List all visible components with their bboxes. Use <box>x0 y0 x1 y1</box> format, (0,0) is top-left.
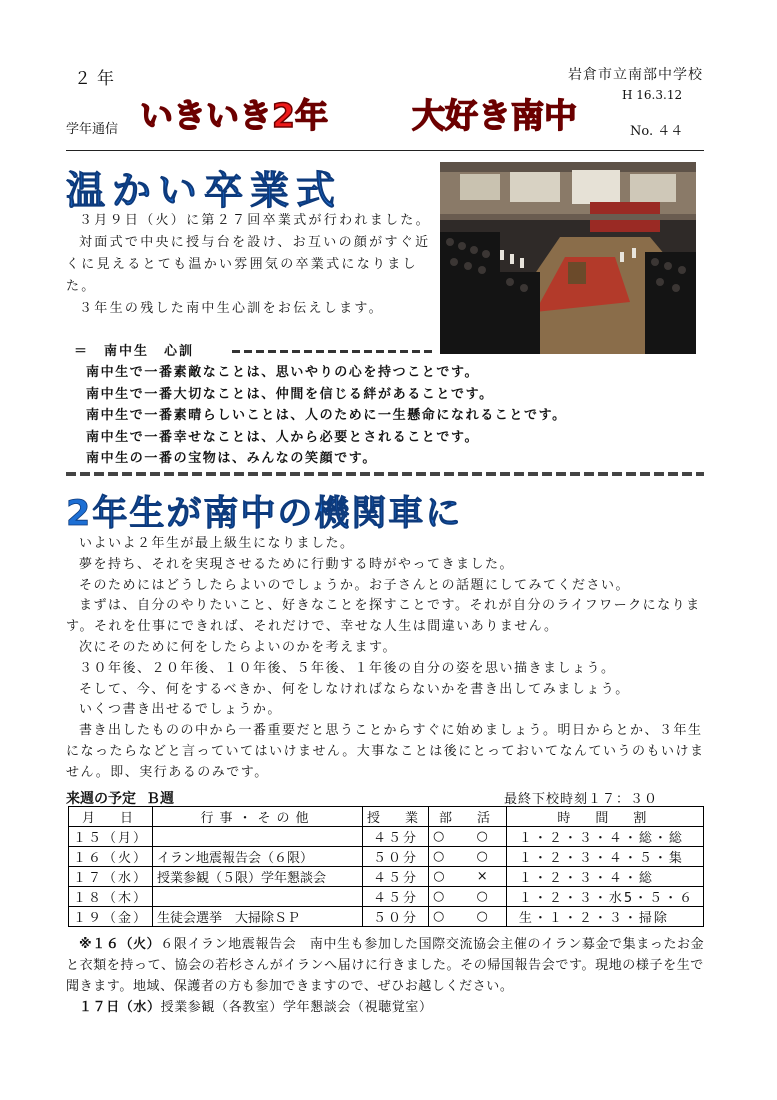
column-header-event: 行事・その他 <box>153 807 363 827</box>
schedule-title <box>66 788 174 808</box>
note-open-class <box>66 997 712 1018</box>
motto-item: 南中生で一番大切なことは、仲間を信じる絆があることです。 <box>86 386 494 402</box>
cell-event: 授業参観（５限）学年懇談会 <box>153 867 363 887</box>
table-row <box>69 887 704 907</box>
cell-minutes: ４５分 <box>363 827 429 847</box>
cell-date: １９（金） <box>69 907 153 927</box>
note-iran-report <box>66 934 712 997</box>
paragraph: そのためにはどうしたらよいのでしょうか。お子さんとの話題にしてみてください。 <box>79 577 631 593</box>
cell-date: １８（木） <box>69 887 153 907</box>
article2-title: 2年生が南中の機関車に <box>66 494 463 534</box>
motto-item: 南中生で一番素晴らしいことは、人のために一生懸命になれることです。 <box>86 408 567 423</box>
paragraph: そして、今、何をするべきか、何をしなければならないかを書き出してみましょう。 <box>79 681 630 697</box>
motto-item: 南中生の一番の宝物は、みんなの笑顔です。 <box>86 451 377 466</box>
cell-event: 生徒会選挙 大掃除ＳＰ <box>153 907 363 927</box>
paragraph: いくつ書き出せるでしょうか。 <box>79 702 282 718</box>
gymnasium-ceremony-image <box>440 162 696 354</box>
column-header-club: 部 活 <box>429 807 507 827</box>
cell-timetable: １・２・３・４・総・総 <box>506 827 703 847</box>
cell-club: ○ ○ <box>429 887 507 907</box>
cell-minutes: ４５分 <box>363 887 429 907</box>
cell-event: イラン地震報告会（６限） <box>153 847 363 867</box>
paragraph: 書き出したものの中から一番重要だと思うことからすぐに始めましょう。明日からとか、３年生になったらなどと言っていてはいけません。大事なことは後にとっておいてなんていうのもいけません。即、実行あるのみです。 <box>66 723 705 780</box>
cell-timetable: １・２・３・４・５・集 <box>506 847 703 867</box>
section-divider <box>66 472 704 476</box>
masthead-right: 大好き南中 <box>412 96 577 135</box>
note-body: 授業参観（各教室）学年懇談会（視聴覚室） <box>160 1000 433 1015</box>
paragraph: ３０年後、２０年後、１０年後、５年後、１年後の自分の姿を思い描きましょう。 <box>79 660 616 676</box>
graduation-photo <box>440 162 696 354</box>
cell-club: ○ ○ <box>429 847 507 867</box>
paragraph: 夢を持ち、それを実現させるために行動する時がやってきました。 <box>79 556 515 572</box>
note-body: ６限イラン地震報告会 南中生も参加した国際交流協会主催のイラン募金で集まったお金と衣類を持って、協会の若杉さんがイランへ届けに行きました。その帰国報告会です。現地の様子を生で聞きます。地域、保護者の方も参加できますので、ぜひお越しください。 <box>66 937 705 994</box>
schedule-notes <box>66 934 712 1018</box>
article1-body <box>66 210 436 320</box>
motto-heading-rule <box>232 350 436 353</box>
paragraph: まずは、自分のやりたいこと、好きなことを探すことです。それが自分のライフワークになります。それを仕事にできれば、それだけで、幸せな人生は間違いありません。 <box>66 598 701 635</box>
cell-date: １５（月） <box>69 827 153 847</box>
paragraph: いよいよ２年生が最上級生になりました。 <box>79 536 355 551</box>
issue-number: No. ４４ <box>630 124 684 139</box>
schedule-table <box>68 806 704 927</box>
table-row <box>69 867 704 887</box>
cell-timetable: １・２・３・水5・５・６ <box>506 887 703 907</box>
grade-label: ２年 <box>74 69 120 89</box>
paragraph: ３月９日（火）に第２７回卒業式が行われました。 <box>79 213 431 228</box>
motto-item: 南中生で一番素敵なことは、思いやりの心を持つことです。 <box>86 365 480 380</box>
cell-minutes: ４５分 <box>363 867 429 887</box>
table-header-row <box>69 807 704 827</box>
article2-body <box>66 534 712 784</box>
table-row <box>69 907 704 927</box>
cell-date: １７（水） <box>69 867 153 887</box>
note-lead: ※１６（火） <box>79 937 161 952</box>
paragraph: 対面式で中央に授与台を設け、お互いの顔がすぐ近くに見えるとても温かい雰囲気の卒業式になりました。 <box>66 235 431 294</box>
school-name: 岩倉市立南部中学校 <box>568 67 703 83</box>
column-header-class: 授 業 <box>363 807 429 827</box>
cell-minutes: ５０分 <box>363 907 429 927</box>
paragraph: ３年生の残した南中生心訓をお伝えします。 <box>79 301 384 316</box>
issue-date: H 16.3.12 <box>622 88 683 102</box>
column-header-date: 月 日 <box>69 807 153 827</box>
table-row <box>69 827 704 847</box>
masthead-left: いきいき2年 <box>140 96 328 135</box>
article1-title: 温かい卒業式 <box>66 169 343 214</box>
schedule-week: Ｂ週 <box>146 791 174 807</box>
motto-list <box>86 362 567 470</box>
motto-heading: ＝ 南中生 心訓 <box>74 344 195 359</box>
final-dismissal-time: 最終下校時刻１７：３０ <box>504 792 659 807</box>
cell-timetable: 生・１・２・３・掃除 <box>506 907 703 927</box>
cell-minutes: ５０分 <box>363 847 429 867</box>
paragraph: 次にそのために何をしたらよいのかを考えます。 <box>79 639 397 655</box>
cell-event <box>153 887 363 907</box>
schedule-title-text: 来週の予定 <box>66 791 136 807</box>
cell-timetable: １・２・３・４・総 <box>506 867 703 887</box>
motto-item: 南中生で一番幸せなことは、人から必要とされることです。 <box>86 429 480 445</box>
cell-date: １６（火） <box>69 847 153 867</box>
cell-club: ○ × <box>429 867 507 887</box>
cell-club: ○ ○ <box>429 827 507 847</box>
cell-event <box>153 827 363 847</box>
newsletter-label: 学年通信 <box>66 122 119 137</box>
cell-club: ○ ○ <box>429 907 507 927</box>
note-lead: １７日（水） <box>79 1000 161 1015</box>
header-divider <box>66 150 704 151</box>
table-row <box>69 847 704 867</box>
column-header-timetable: 時 間 割 <box>506 807 703 827</box>
